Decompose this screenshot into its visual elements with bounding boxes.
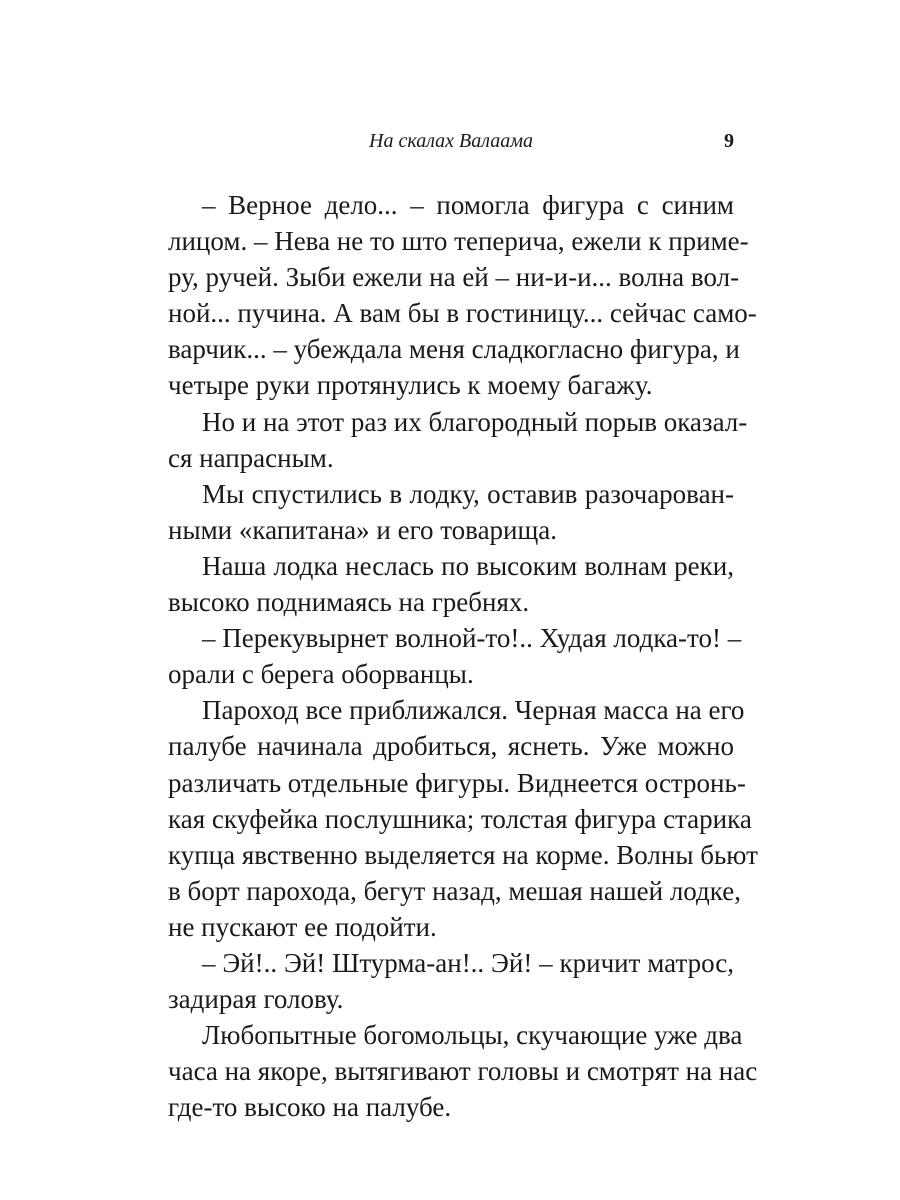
paragraph xyxy=(168,692,758,945)
paragraph xyxy=(168,620,742,692)
text-line: ной... пучина. А вам бы в гостиницу... сейчас само- xyxy=(168,298,757,329)
paragraph xyxy=(168,945,734,1017)
text-line: купца явственно выделяется на корме. Волны бьют xyxy=(168,839,758,870)
text-line: ру, ручей. Зыби ежели на ей – ни-и-и... волна вол- xyxy=(168,262,740,293)
paragraph xyxy=(168,548,734,620)
text-line: задирая голову. xyxy=(168,984,344,1015)
text-line: орали с берега оборванцы. xyxy=(168,659,474,690)
text-line: ся напрасным. xyxy=(168,442,334,473)
text-line: Мы спустились в лодку, оставив разочарован- xyxy=(202,478,734,509)
text-line: палубе начинала дробиться, яснеть. Уже можно xyxy=(168,731,734,762)
paragraph xyxy=(168,187,757,404)
paragraph xyxy=(168,476,734,548)
body-text xyxy=(168,187,758,1125)
text-line: высоко поднимаясь на гребнях. xyxy=(168,587,530,618)
text-line: варчик... – убеждала меня сладкогласно фигура, и xyxy=(168,334,740,365)
text-line: где-то высоко на палубе. xyxy=(168,1092,452,1123)
text-line: кая скуфейка послушника; толстая фигура старика xyxy=(168,803,752,834)
text-line: различать отдельные фигуры. Виднеется остронь- xyxy=(168,767,746,798)
paragraph xyxy=(168,404,748,476)
text-line: Наша лодка неслась по высоким волнам реки, xyxy=(202,550,734,581)
text-line: четыре руки протянулись к моему багажу. xyxy=(168,370,653,401)
text-line: – Верное дело... – помогла фигура с синим xyxy=(202,190,734,220)
text-line: не пускают ее подойти. xyxy=(168,911,437,942)
paragraph xyxy=(168,1017,758,1125)
text-line: Но и на этот раз их благородный порыв оказал- xyxy=(202,406,748,437)
text-line: ными «капитана» и его товарища. xyxy=(168,514,558,545)
text-line: лицом. – Нева не то што теперича, ежели к приме- xyxy=(168,226,749,257)
text-line: – Перекувырнет волной-то!.. Худая лодка-то! – xyxy=(202,623,742,654)
text-line: в борт парохода, бегут назад, мешая нашей лодке, xyxy=(168,875,741,906)
text-line: часа на якоре, вытягивают головы и смотрят на нас xyxy=(168,1056,758,1087)
text-line: Любопытные богомольцы, скучающие уже два xyxy=(202,1020,743,1051)
page-number: 9 xyxy=(724,130,734,152)
text-line: – Эй!.. Эй! Штурма-ан!.. Эй! – кричит матрос, xyxy=(202,947,734,978)
running-head xyxy=(168,126,734,156)
running-title: На скалах Валаама xyxy=(369,130,533,152)
text-line: Пароход все приближался. Черная масса на его xyxy=(202,695,745,726)
